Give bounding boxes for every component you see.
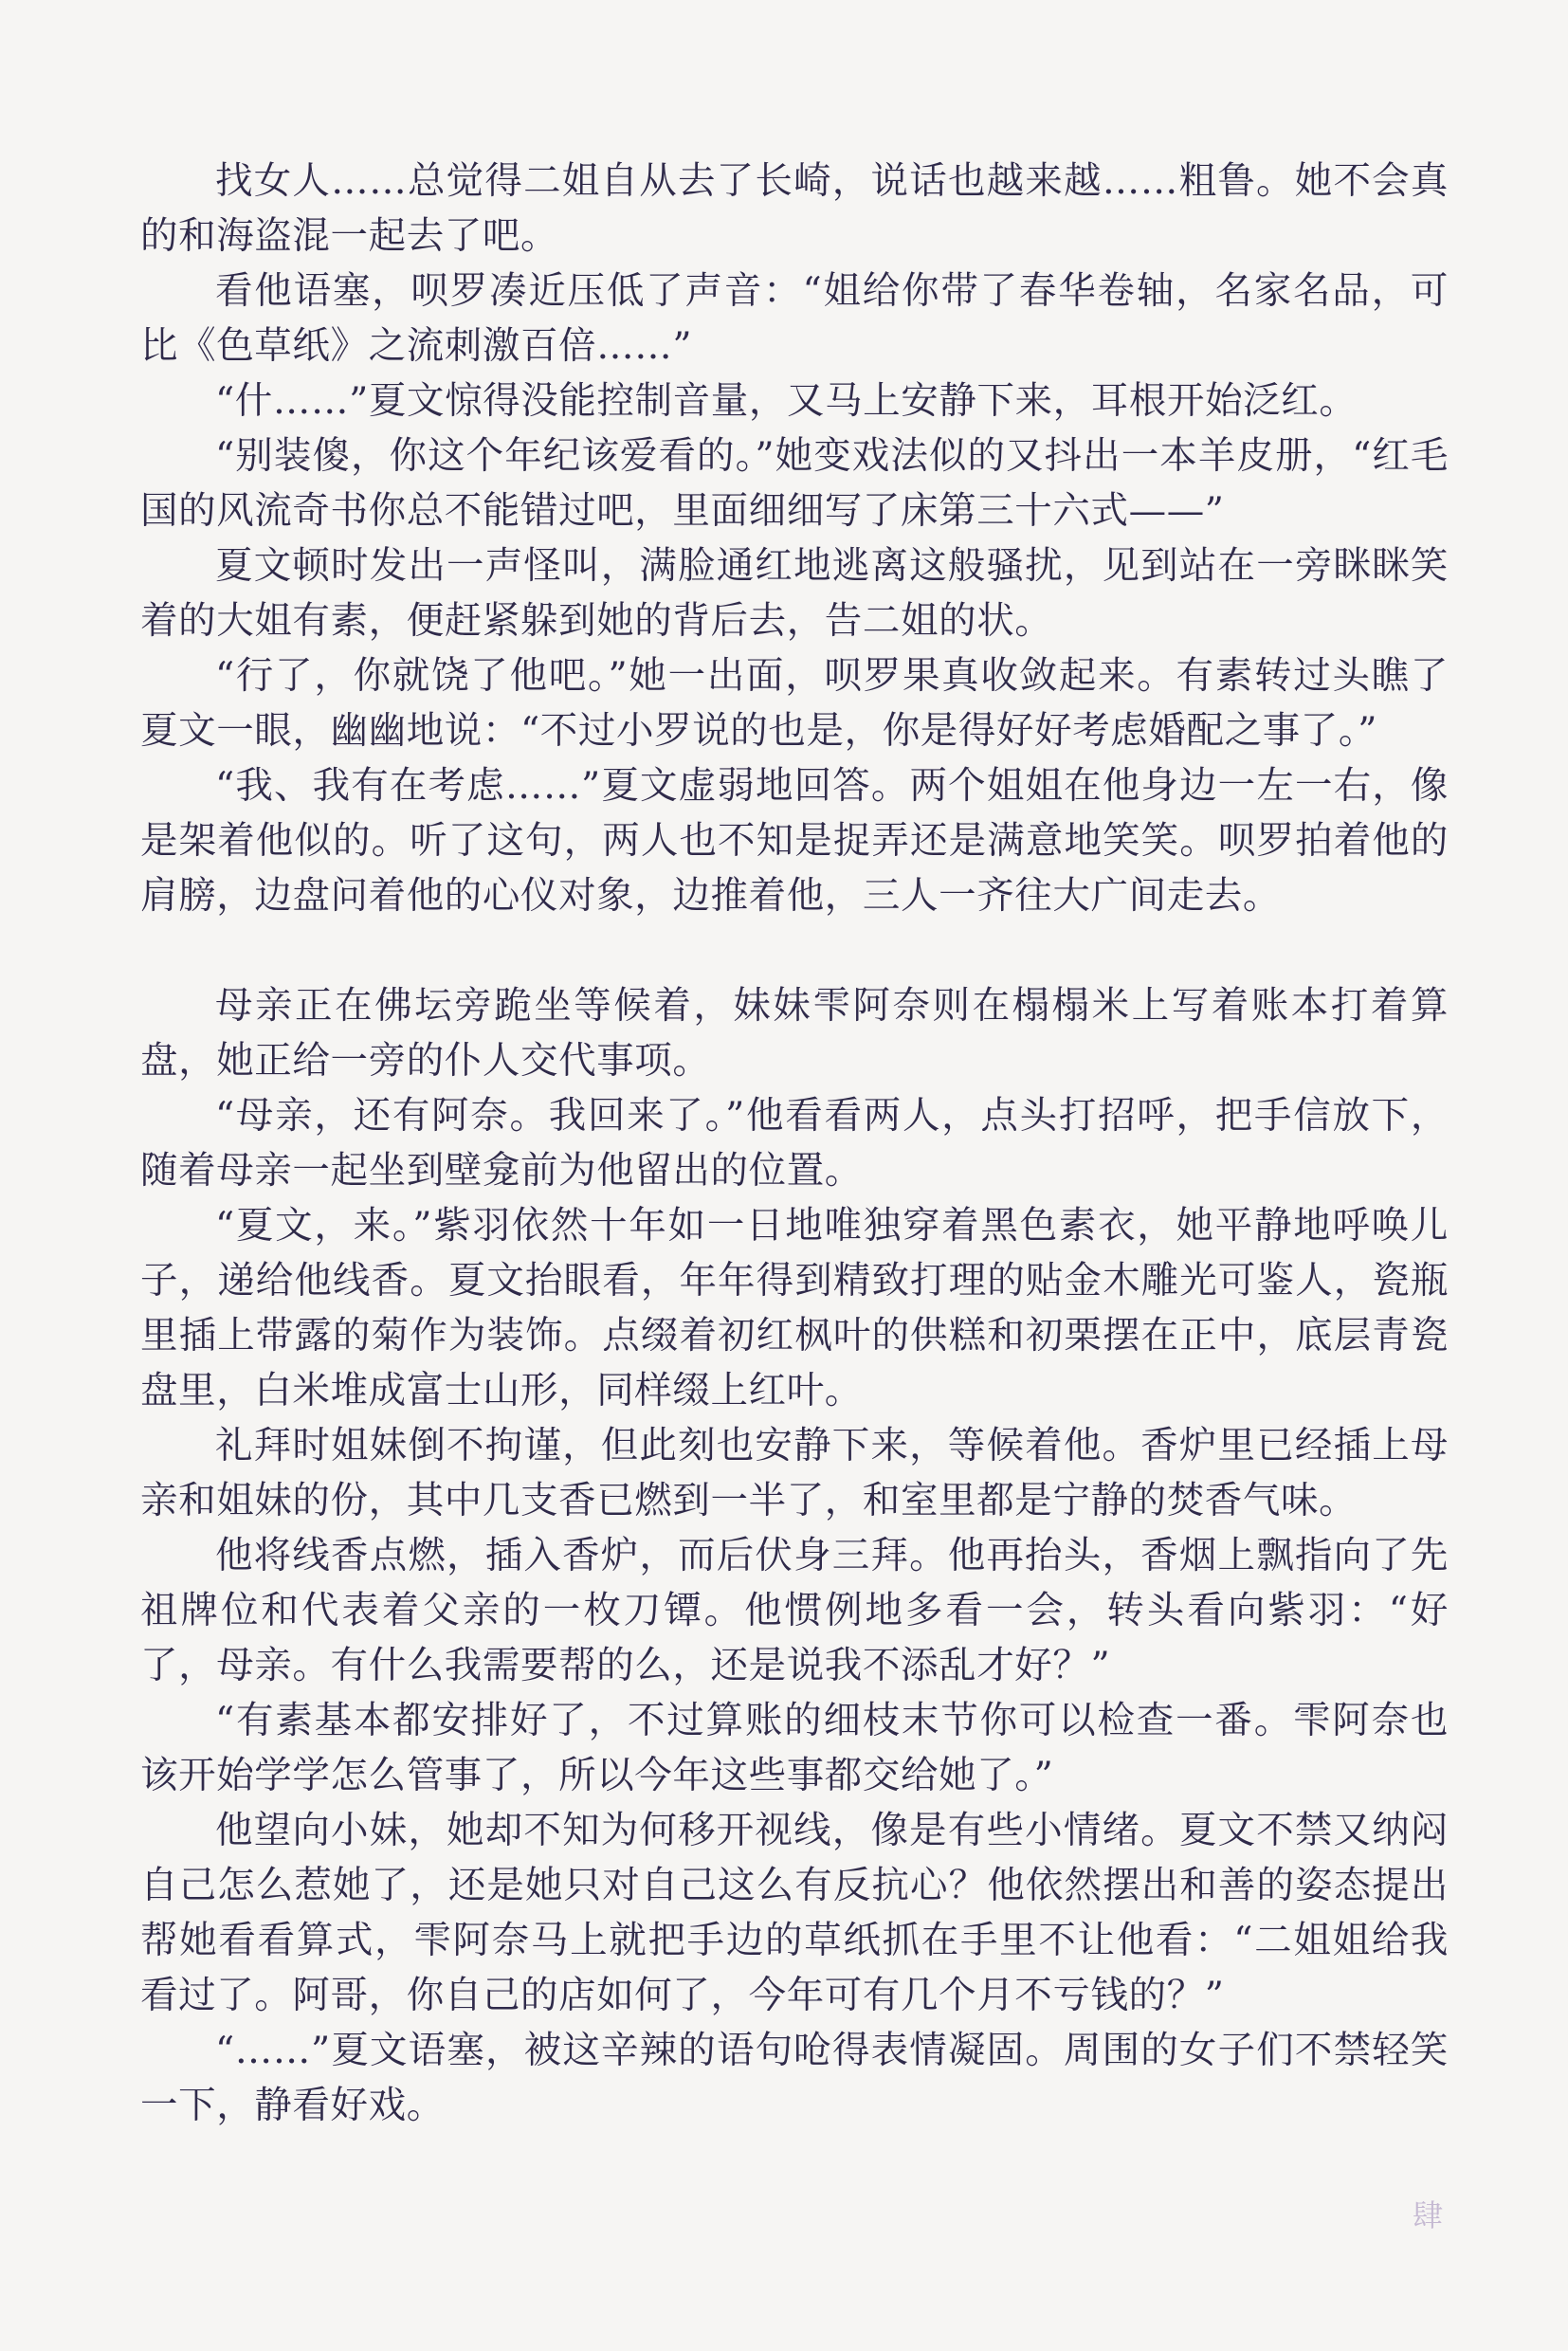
page-body <box>140 154 1449 2133</box>
paragraph: “母亲，还有阿奈。我回来了。”他看看两人，点头打招呼，把手信放下，随着母亲一起坐到壁龛前为他留出的位置。 <box>140 1094 1449 1193</box>
paragraph: “别装傻，你这个年纪该爱看的。”她变戏法似的又抖出一本羊皮册，“红毛国的风流奇书你总不能错过吧，里面细细写了床第三十六式——” <box>140 434 1449 533</box>
paragraph: “什……”夏文惊得没能控制音量，又马上安静下来，耳根开始泛红。 <box>215 379 1358 423</box>
paragraph: 找女人……总觉得二姐自从去了长崎，说话也越来越……粗鲁。她不会真的和海盗混一起去了吧。 <box>140 159 1449 258</box>
paragraph: 礼拜时姐妹倒不拘谨，但此刻也安静下来，等候着他。香炉里已经插上母亲和姐妹的份，其中几支香已燃到一半了，和室里都是宁静的焚香气味。 <box>140 1424 1449 1522</box>
paragraph: 夏文顿时发出一声怪叫，满脸通红地逃离这般骚扰，见到站在一旁眯眯笑着的大姐有素，便赶紧躲到她的背后去，告二姐的状。 <box>140 544 1449 643</box>
section-break <box>140 923 1449 978</box>
paragraph: “……”夏文语塞，被这辛辣的语句呛得表情凝固。周围的女子们不禁轻笑一下，静看好戏。 <box>140 2029 1449 2127</box>
paragraph: “行了，你就饶了他吧。”她一出面，呗罗果真收敛起来。有素转过头瞧了夏文一眼，幽幽地说：“不过小罗说的也是，你是得好好考虑婚配之事了。” <box>140 654 1449 753</box>
paragraph: “我、我有在考虑……”夏文虚弱地回答。两个姐姐在他身边一左一右，像是架着他似的。听了这句，两人也不知是捉弄还是满意地笑笑。呗罗拍着他的肩膀，边盘问着他的心仪对象，边推着他，三人一齐往大广间走去。 <box>140 764 1449 918</box>
page-number: 肆 <box>1412 2197 1443 2233</box>
paragraph: 他将线香点燃，插入香炉，而后伏身三拜。他再抬头，香烟上飘指向了先祖牌位和代表着父亲的一枚刀镡。他惯例地多看一会，转头看向紫羽：“好了，母亲。有什么我需要帮的么，还是说我不添乱才好？” <box>140 1534 1449 1687</box>
paragraph: “有素基本都安排好了，不过算账的细枝末节你可以检查一番。雫阿奈也该开始学学怎么管事了，所以今年这些事都交给她了。” <box>140 1699 1449 1797</box>
paragraph: 母亲正在佛坛旁跪坐等候着，妹妹雫阿奈则在榻榻米上写着账本打着算盘，她正给一旁的仆人交代事项。 <box>140 984 1449 1083</box>
paragraph: 他望向小妹，她却不知为何移开视线，像是有些小情绪。夏文不禁又纳闷自己怎么惹她了，还是她只对自己这么有反抗心？他依然摆出和善的姿态提出帮她看看算式，雫阿奈马上就把手边的草纸抓在手里不让他看：“二姐姐给我看过了。阿哥，你自己的店如何了，今年可有几个月不亏钱的？” <box>140 1809 1449 2017</box>
paragraph: 看他语塞，呗罗凑近压低了声音：“姐给你带了春华卷轴，名家名品，可比《色草纸》之流刺激百倍……” <box>140 269 1449 368</box>
paragraph: “夏文，来。”紫羽依然十年如一日地唯独穿着黑色素衣，她平静地呼唤儿子，递给他线香。夏文抬眼看，年年得到精致打理的贴金木雕光可鉴人，瓷瓶里插上带露的菊作为装饰。点缀着初红枫叶的供糕和初栗摆在正中，底层青瓷盘里，白米堆成富士山形，同样缀上红叶。 <box>140 1204 1449 1412</box>
